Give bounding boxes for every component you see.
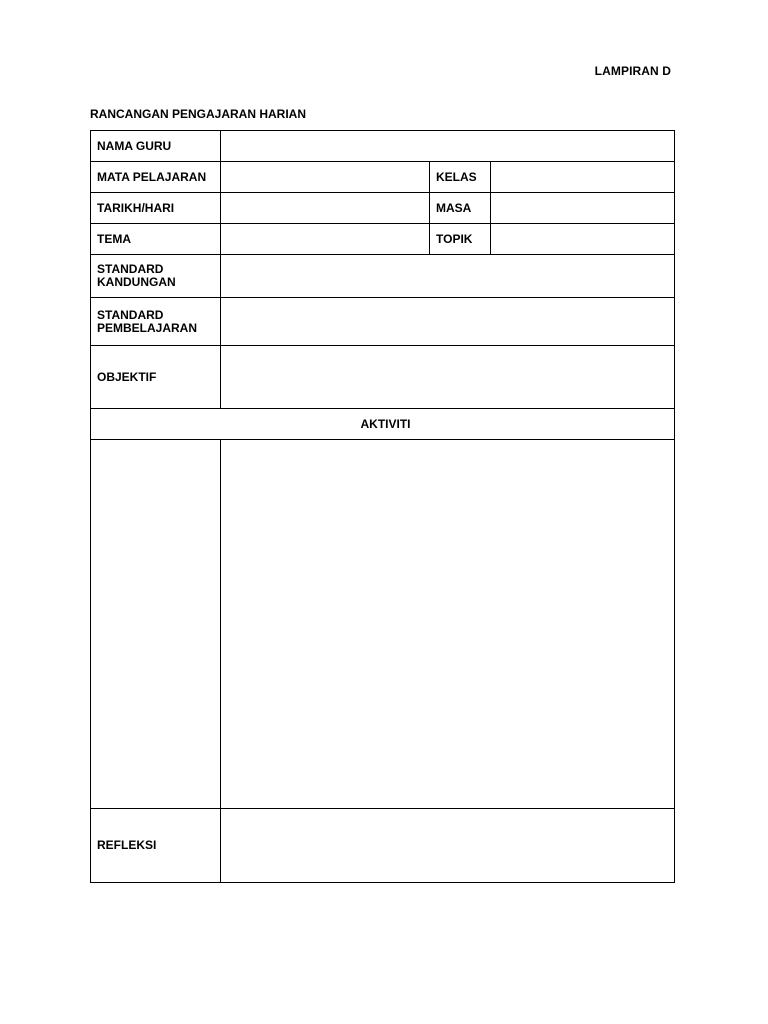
row-nama-guru xyxy=(91,131,675,162)
refleksi-field[interactable] xyxy=(221,809,675,883)
row-standard-kandungan xyxy=(91,255,675,298)
standard-pembelajaran-field[interactable] xyxy=(221,298,675,346)
tarikh-hari-field[interactable] xyxy=(221,193,430,224)
masa-field[interactable] xyxy=(491,193,675,224)
appendix-label: LAMPIRAN D xyxy=(594,64,671,78)
objektif-field[interactable] xyxy=(221,346,675,409)
row-objektif xyxy=(91,346,675,409)
row-tarikh-hari xyxy=(91,193,675,224)
mata-pelajaran-label: MATA PELAJARAN xyxy=(91,162,221,193)
standard-pembelajaran-label: STANDARD PEMBELAJARAN xyxy=(91,298,221,346)
row-mata-pelajaran xyxy=(91,162,675,193)
row-aktiviti-heading xyxy=(91,409,675,440)
document-title: RANCANGAN PENGAJARAN HARIAN xyxy=(90,107,307,121)
nama-guru-label: NAMA GURU xyxy=(91,131,221,162)
row-standard-pembelajaran xyxy=(91,298,675,346)
row-tema xyxy=(91,224,675,255)
tema-field[interactable] xyxy=(221,224,430,255)
kelas-label: KELAS xyxy=(430,162,491,193)
masa-label: MASA xyxy=(430,193,491,224)
tema-label: TEMA xyxy=(91,224,221,255)
objektif-label: OBJEKTIF xyxy=(91,346,221,409)
kelas-field[interactable] xyxy=(491,162,675,193)
lesson-plan-table xyxy=(90,130,675,883)
nama-guru-field[interactable] xyxy=(221,131,675,162)
refleksi-label: REFLEKSI xyxy=(91,809,221,883)
mata-pelajaran-field[interactable] xyxy=(221,162,430,193)
topik-field[interactable] xyxy=(491,224,675,255)
row-aktiviti-body xyxy=(91,440,675,809)
standard-kandungan-label: STANDARD KANDUNGAN xyxy=(91,255,221,298)
tarikh-hari-label: TARIKH/HARI xyxy=(91,193,221,224)
aktiviti-step-field[interactable] xyxy=(91,440,221,809)
standard-kandungan-field[interactable] xyxy=(221,255,675,298)
aktiviti-heading: AKTIVITI xyxy=(91,409,675,440)
aktiviti-description-field[interactable] xyxy=(221,440,675,809)
topik-label: TOPIK xyxy=(430,224,491,255)
row-refleksi xyxy=(91,809,675,883)
